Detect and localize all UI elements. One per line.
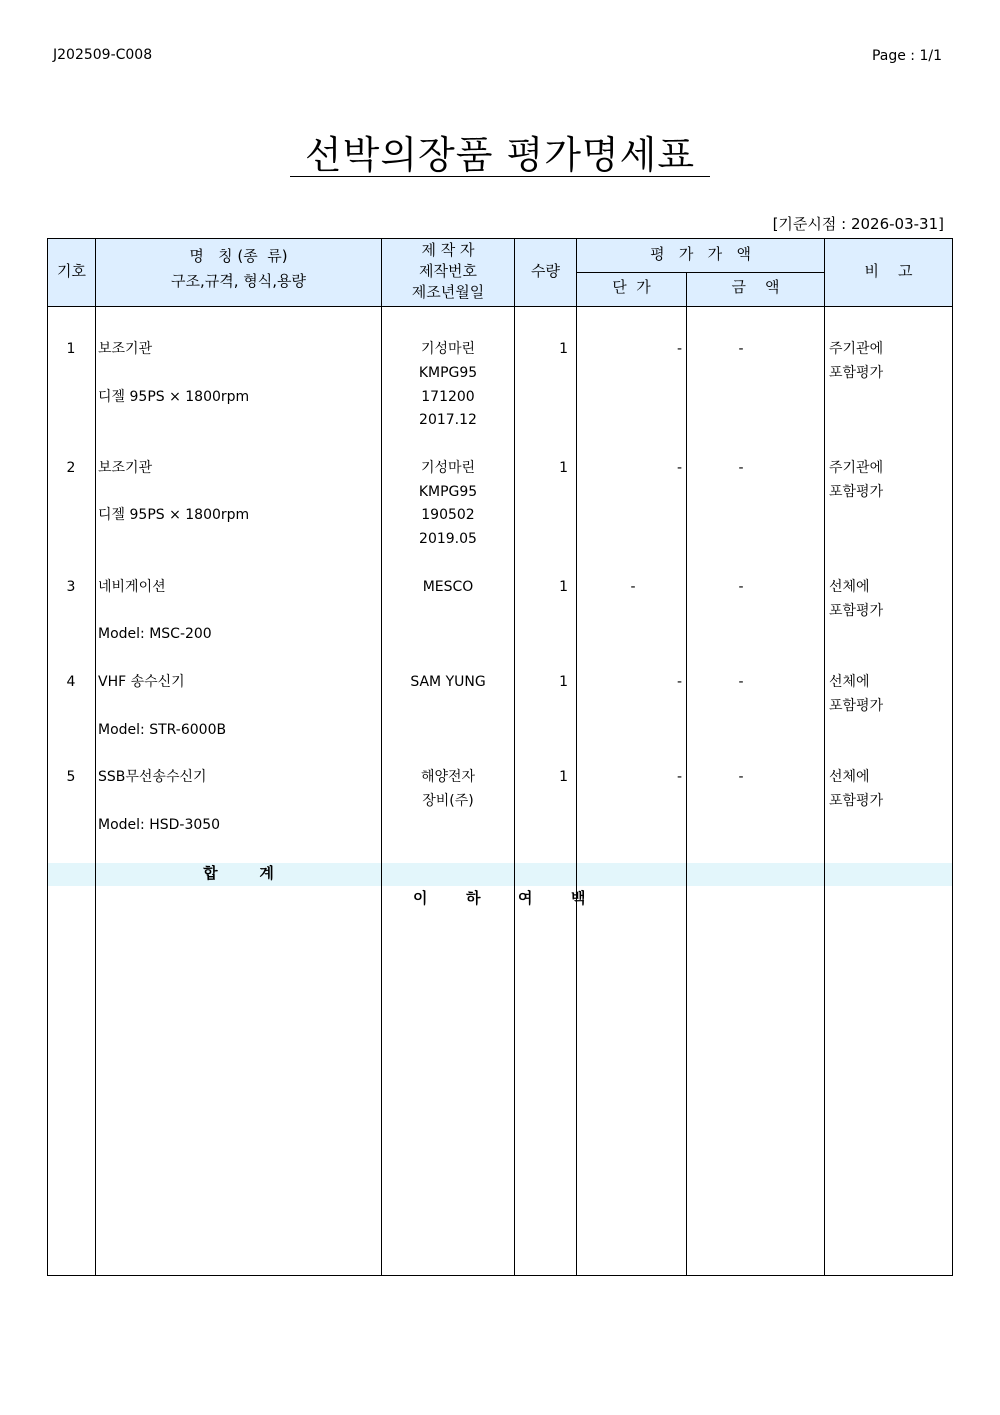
- reference-date: [기준시점 : 2026-03-31]: [772, 215, 944, 233]
- quantity: 1: [559, 579, 568, 595]
- item-name: 보조기관: [98, 460, 153, 476]
- remark: 주기관에: [829, 460, 884, 476]
- remark: 선체에: [829, 769, 870, 785]
- remark-2: 포함평가: [829, 484, 884, 500]
- row-no: 2: [66, 460, 76, 476]
- quantity: 1: [559, 769, 568, 785]
- remark: 선체에: [829, 579, 870, 595]
- end-marker-char: 이: [413, 889, 428, 907]
- title-underline: [290, 176, 710, 177]
- total-label: 합 계: [203, 864, 274, 882]
- item-name: SSB무선송수신기: [98, 769, 207, 785]
- unit-price: -: [630, 579, 636, 595]
- header-serial: 제작번호: [419, 262, 477, 280]
- amount: -: [738, 460, 744, 476]
- maker-2: 장비(주): [422, 793, 474, 809]
- end-marker-char: 하: [466, 889, 481, 907]
- header-qty: 수량: [531, 262, 560, 280]
- maker: SAM YUNG: [410, 674, 486, 690]
- maker: 기성마린: [420, 341, 476, 357]
- quantity: 1: [559, 460, 568, 476]
- header-name: 명 칭 (종 류): [189, 247, 288, 265]
- col-divider: [514, 239, 515, 1275]
- serial-number: KMPG95: [418, 484, 478, 500]
- row-no: 5: [66, 769, 76, 785]
- header-no: 기호: [57, 262, 86, 280]
- page-number: Page : 1/1: [871, 48, 942, 64]
- header-remarks: 비 고: [864, 262, 913, 280]
- maker: MESCO: [422, 579, 474, 595]
- page-title: 선박의장품 평가명세표: [304, 133, 696, 177]
- manufacture-date: 2019.05: [419, 531, 477, 547]
- unit-price: -: [676, 674, 682, 690]
- row-no: 4: [66, 674, 76, 690]
- remark-2: 포함평가: [829, 603, 884, 619]
- item-spec: 디젤 95PS × 1800rpm: [98, 389, 250, 405]
- remark-2: 포함평가: [829, 698, 884, 714]
- unit-price: -: [676, 341, 682, 357]
- row-no: 1: [66, 341, 76, 357]
- unit-price: -: [676, 460, 682, 476]
- amount: -: [738, 674, 744, 690]
- unit-price: -: [676, 769, 682, 785]
- serial-number: KMPG95: [418, 365, 478, 381]
- remark: 선체에: [829, 674, 870, 690]
- item-spec: Model: MSC-200: [98, 626, 212, 642]
- remark-2: 포함평가: [829, 365, 884, 381]
- subheader-divider: [576, 272, 824, 273]
- col-divider: [686, 272, 687, 1275]
- item-spec: 디젤 95PS × 1800rpm: [98, 507, 250, 523]
- quantity: 1: [559, 341, 568, 357]
- item-name: 보조기관: [98, 341, 153, 357]
- col-divider: [95, 239, 96, 1275]
- maker: 해양전자: [420, 769, 476, 785]
- header-date: 제조년월일: [411, 283, 485, 301]
- header-value: 평 가 가 액: [650, 245, 751, 263]
- item-name: VHF 송수신기: [98, 674, 185, 690]
- item-spec: Model: HSD-3050: [98, 817, 221, 833]
- manufacture-date: 2017.12: [419, 412, 477, 428]
- amount: -: [738, 341, 744, 357]
- amount: -: [738, 579, 744, 595]
- serial-number-2: 171200: [421, 389, 475, 405]
- remark-2: 포함평가: [829, 793, 884, 809]
- amount: -: [738, 769, 744, 785]
- header-spec: 구조,규격, 형식,용량: [171, 272, 306, 290]
- header-unit-price: 단 가: [612, 278, 651, 296]
- serial-number-2: 190502: [421, 507, 475, 523]
- end-marker-char: 여: [518, 889, 533, 907]
- document-id: J202509-C008: [53, 47, 153, 63]
- row-no: 3: [66, 579, 76, 595]
- header-amount: 금 액: [731, 278, 780, 296]
- header-maker: 제 작 자: [421, 241, 475, 259]
- col-divider: [824, 239, 825, 1275]
- item-spec: Model: STR-6000B: [98, 722, 227, 738]
- quantity: 1: [559, 674, 568, 690]
- remark: 주기관에: [829, 341, 884, 357]
- maker: 기성마린: [420, 460, 476, 476]
- item-name: 네비게이션: [98, 579, 166, 595]
- col-divider: [576, 239, 577, 1275]
- end-marker-char: 백: [571, 889, 586, 907]
- valuation-table: [47, 238, 953, 1276]
